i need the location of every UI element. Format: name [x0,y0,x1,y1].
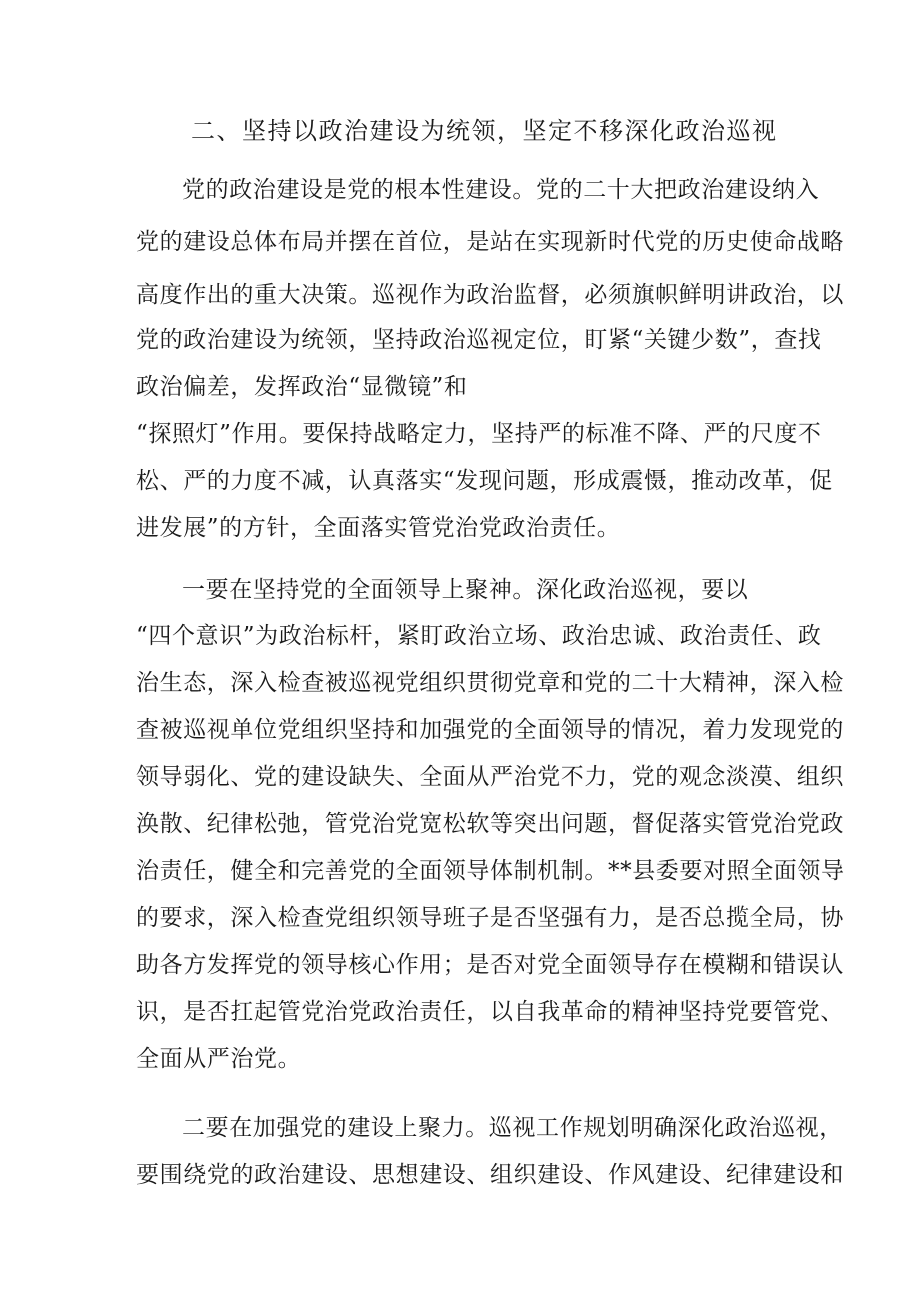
paragraph-3-line-1: 二要在加强党的建设上聚力。巡视工作规划明确深化政治巡视， [182,1115,843,1141]
paragraph-3-line-2: 要围绕党的政治建设、思想建设、组织建设、作风建设、纪律建设和 [136,1162,844,1188]
paragraph-2-line-3: 治生态，深入检查被巡视党组织贯彻党章和党的二十大精神，深入检 [136,670,844,696]
section-heading: 二、坚持以政治建设为统领，坚定不移深化政治巡视 [191,117,778,145]
paragraph-1-line-3: 高度作出的重大决策。巡视作为政治监督，必须旗帜鲜明讲政治，以 [136,282,844,308]
paragraph-1-line-7: 松、严的力度不减，认真落实“发现问题，形成震慑，推动改革，促 [136,468,833,494]
paragraph-1-line-2: 党的建设总体布局并摆在首位，是站在实现新时代党的历史使命战略 [136,229,844,255]
paragraph-1-line-6: “探照灯”作用。要保持战略定力，坚持严的标准不降、严的尺度不 [136,421,822,447]
paragraph-2-line-2: “四个意识”为政治标杆，紧盯政治立场、政治忠诚、政治责任、政 [136,623,822,649]
paragraph-2-line-10: 识，是否扛起管党治党政治责任，以自我革命的精神坚持党要管党、 [136,999,844,1025]
paragraph-2-line-4: 查被巡视单位党组织坚持和加强党的全面领导的情况，着力发现党的 [136,717,844,743]
paragraph-1-line-4: 党的政治建设为统领，坚持政治巡视定位，盯紧“关键少数”，查找 [136,327,822,353]
paragraph-1-line-5: 政治偏差，发挥政治“显微镜”和 [136,374,468,400]
paragraph-2-line-5: 领导弱化、党的建设缺失、全面从严治党不力，党的观念淡漠、组织 [136,764,844,790]
paragraph-1-line-1: 党的政治建设是党的根本性建设。党的二十大把政治建设纳入 [182,177,820,203]
paragraph-2-line-9: 助各方发挥党的领导核心作用；是否对党全面领导存在模糊和错误认 [136,952,844,978]
paragraph-2-line-7: 治责任，健全和完善党的全面领导体制机制。**县委要对照全面领导 [136,858,845,884]
paragraph-2-line-11: 全面从严治党。 [136,1046,302,1072]
paragraph-2-line-8: 的要求，深入检查党组织领导班子是否坚强有力，是否总揽全局，协 [136,905,844,931]
paragraph-1-line-8: 进发展”的方针，全面落实管党治党政治责任。 [136,515,621,541]
paragraph-2-line-6: 涣散、纪律松弛，管党治党宽松软等突出问题，督促落实管党治党政 [136,811,844,837]
paragraph-2-line-1: 一要在坚持党的全面领导上聚神。深化政治巡视，要以 [182,577,749,603]
